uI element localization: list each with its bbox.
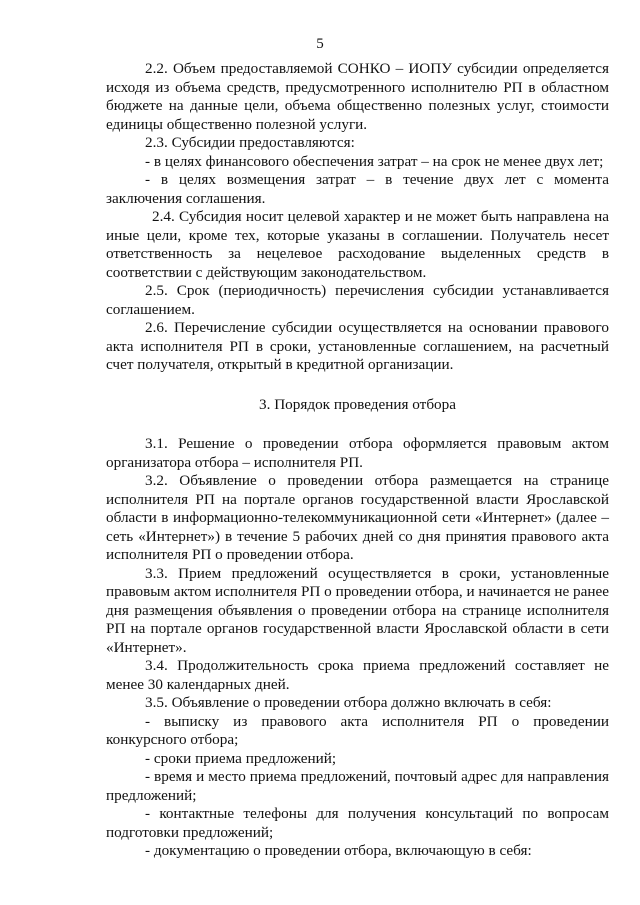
list-item-cost-reimbursement: - в целях возмещения затрат – в течение двух лет с момента заключения соглашения.: [106, 171, 609, 207]
document-body: [106, 60, 609, 861]
paragraph-2-4: 2.4. Субсидия носит целевой характер и не может быть направлена на иные цели, кроме тех, которые указаны в соглашении. Получатель несет ответственность за нецелевое расходование выделенных средств в соответствии с действующим законодательством.: [106, 208, 609, 281]
list-item-submission-deadlines: - сроки приема предложений;: [145, 749, 337, 767]
paragraph-3-1: 3.1. Решение о проведении отбора оформляется правовым актом организатора отбора – исполнителя РП.: [106, 435, 609, 471]
paragraph-2-2: 2.2. Объем предоставляемой СОНКО – ИОПУ субсидии определяется исходя из объема средств, предусмотренного исполнителю РП в областном бюджете на данные цели, объема общественно полезных услуг, стоимости единицы общественно полезной услуги.: [106, 60, 609, 133]
list-item-submission-place: - время и место приема предложений, почтовый адрес для направления предложений;: [106, 768, 609, 804]
section-heading: 3. Порядок проведения отбора: [259, 395, 456, 413]
list-item-selection-documentation: - документацию о проведении отбора, включающую в себя:: [145, 842, 532, 859]
paragraph-3-5: 3.5. Объявление о проведении отбора должно включать в себя:: [145, 694, 552, 711]
list-item-contact-phones: - контактные телефоны для получения консультаций по вопросам подготовки предложений;: [106, 805, 609, 841]
paragraph-2-6: 2.6. Перечисление субсидии осуществляется на основании правового акта исполнителя РП в сроки, установленные соглашением, на расчетный счет получателя, открытый в кредитной организации.: [106, 319, 609, 373]
list-item-legal-act-extract: - выписку из правового акта исполнителя РП о проведении конкурсного отбора;: [106, 712, 609, 748]
paragraph-3-4: 3.4. Продолжительность срока приема предложений составляет не менее 30 календарных дней.: [106, 657, 609, 693]
paragraph-3-3: 3.3. Прием предложений осуществляется в сроки, установленные правовым актом исполнителя РП о проведении отбора, и начинается не ранее дня размещения объявления о проведении отбора на странице исполнителя РП на портале органов государственной власти Ярославской области в сети «Интернет».: [106, 564, 609, 656]
list-item-financial-support: - в целях финансового обеспечения затрат – на срок не менее двух лет;: [145, 152, 604, 170]
paragraph-2-5: 2.5. Срок (периодичность) перечисления субсидии устанавливается соглашением.: [106, 282, 609, 318]
paragraph-3-2: 3.2. Объявление о проведении отбора размещается на странице исполнителя РП на портале органов государственной власти Ярославской области в информационно-телекоммуникационной сети «Интернет» (далее – сеть «Интернет») в течение 5 рабочих дней со дня принятия правового акта исполнителя РП о проведении отбора.: [106, 472, 609, 563]
page-number: 5: [316, 36, 324, 52]
paragraph-2-3: 2.3. Субсидии предоставляются:: [145, 134, 355, 151]
